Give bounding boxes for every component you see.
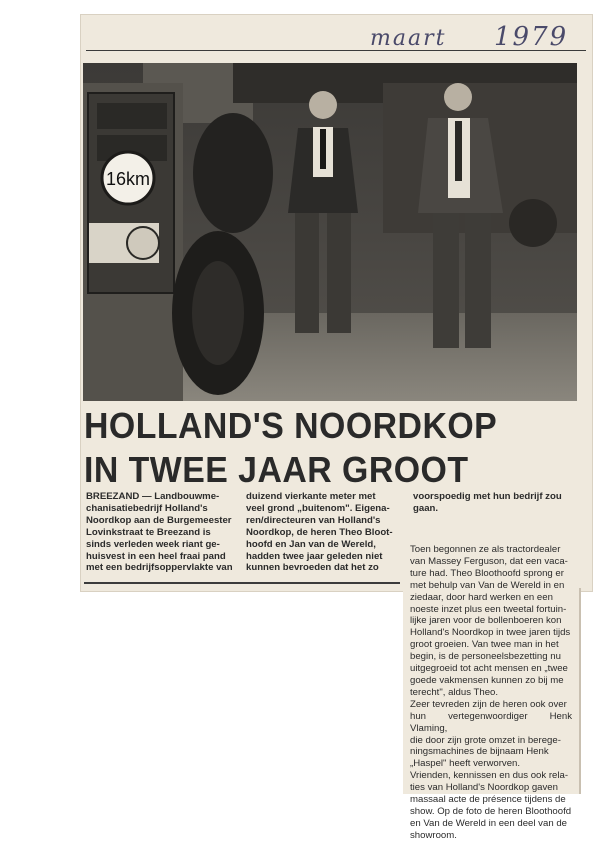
- handwritten-year: 1979: [494, 22, 569, 52]
- column-rule: [84, 582, 400, 584]
- article-column-1: BREEZAND — Landbouwme- chanisatiebedrijf Holland's Noordkop aan de Burgemeester Lovinkstraat te Breezand is sinds verleden week riant ge- huisvest in een heel fraai pand met een bedrijfsoppervlakte van: [86, 491, 233, 574]
- article-column-3-body: Toen begonnen ze als tractordealer van Massey Ferguson, dat een vaca- ture had. Theo Bloothoofd sprong er met behulp van Van de Wereld in en ziedaar, door hard werken en een noeste inzet plus een tweetal fortuin- lijke jaren voor de bollenboeren kon Holland's Noordkop in twee jaren tijds groot groeien. Van twee man in het begin, is de personeelsbezetting nu uitgegroeid tot acht mensen en „twee goede vakmensen kunnen zo bij me terecht", aldus Theo. Zeer tevreden zijn de heren ook over hun vertegenwoordiger Henk Vlaming, die door zijn grote omzet in beregе- ningsmachines de bijnaam Henk „Haspel" heeft verworven. Vrienden, kennissen en dus ook rela- ties van Holland's Noordkop gaven massaal acte de présence tijdens de show. Op de foto de heren Bloothoofd en Van de Wereld in een deel van de showroom.: [410, 544, 572, 841]
- headline-line-2: IN TWEE JAAR GROOT: [84, 449, 469, 490]
- headline-line-1: HOLLAND'S NOORDKOP: [84, 405, 498, 446]
- handwritten-month: maart: [370, 26, 447, 51]
- speed-sign-text: 16km: [105, 169, 151, 189]
- article-photo: [83, 63, 577, 401]
- article-column-2: duizend vierkante meter met veel grond „buitenom". Eigena- ren/directeuren van Holland's Noordkop, de heren Theo Bloot- hoofd en Jan van de Wereld, hadden twee jaar geleden niet kunnen bevroeden dat het zo: [246, 491, 393, 574]
- headline: [84, 404, 554, 492]
- article-column-3-intro: voorspoedig met hun bedrijf zou gaan.: [413, 491, 562, 514]
- top-rule: [86, 50, 586, 51]
- photo-illustration: [83, 63, 577, 401]
- handwritten-date: [370, 20, 580, 54]
